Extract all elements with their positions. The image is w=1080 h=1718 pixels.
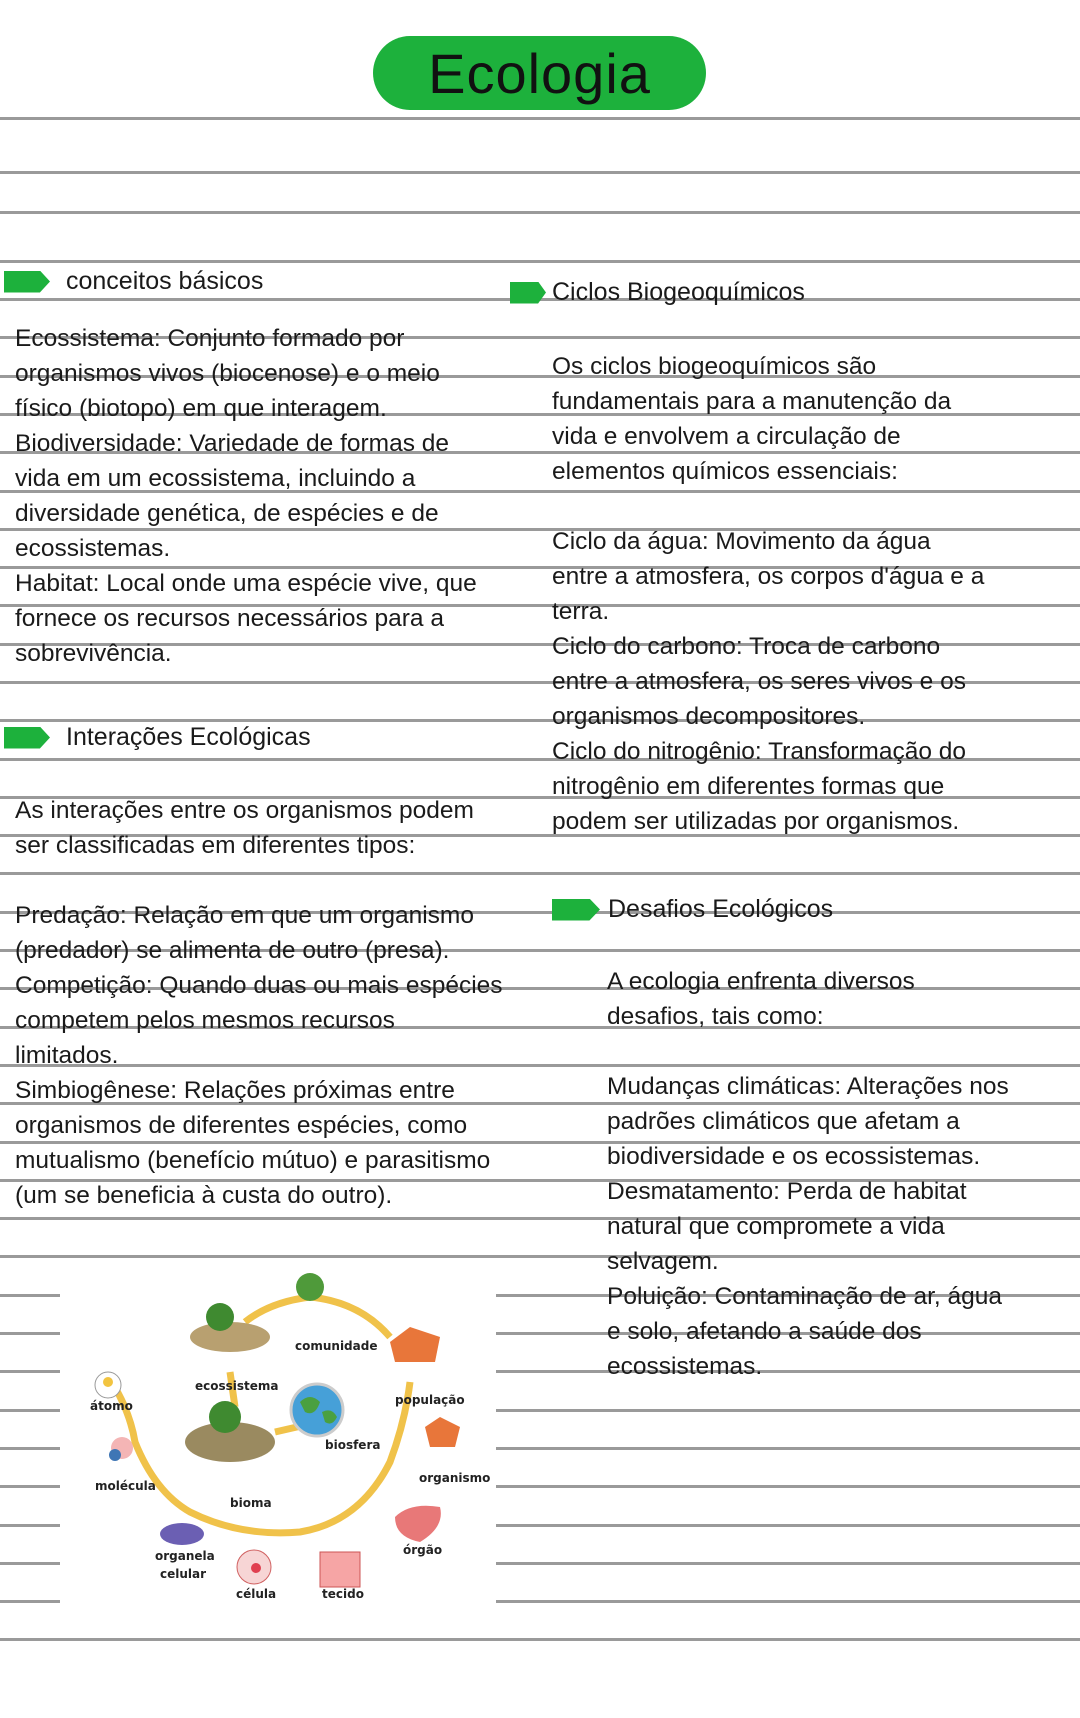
cell-nucleus-icon <box>251 1563 261 1573</box>
organelle-icon <box>160 1523 204 1545</box>
heading-text: Ciclos Biogeoquímicos <box>552 278 805 306</box>
text-line: Desmatamento: Perda de habitat <box>607 1178 967 1205</box>
text-line: ecossistemas. <box>607 1353 763 1380</box>
label-organismo: organismo <box>419 1471 491 1485</box>
arrow-path-upper <box>245 1297 390 1337</box>
text-line: ser classificadas em diferentes tipos: <box>15 832 416 859</box>
earth-icon <box>291 1384 343 1436</box>
arrow-tag-icon <box>4 271 50 293</box>
label-organela: organela <box>155 1549 215 1563</box>
text-line: limitados. <box>15 1042 119 1069</box>
label-bioma: bioma <box>230 1496 272 1510</box>
label-comunidade: comunidade <box>295 1339 378 1353</box>
text-line: natural que compromete a vida <box>607 1213 945 1240</box>
text-line: (predador) se alimenta de outro (presa). <box>15 937 450 964</box>
community-tree-icon <box>296 1273 324 1301</box>
ciclos-intro <box>552 349 951 489</box>
text-line: e solo, afetando a saúde dos <box>607 1318 922 1345</box>
ruled-line <box>0 260 1080 263</box>
text-line: organismos vivos (biocenose) e o meio <box>15 360 440 387</box>
ciclos-text <box>552 524 984 839</box>
heading-interacoes <box>4 723 311 752</box>
text-line: vida e envolvem a circulação de <box>552 423 901 450</box>
text-line: Competição: Quando duas ou mais espécies <box>15 972 503 999</box>
heading-text: Desafios Ecológicos <box>608 895 834 923</box>
text-line: sobrevivência. <box>15 640 172 667</box>
text-line: entre a atmosfera, os seres vivos e os <box>552 668 966 695</box>
title-badge <box>373 36 706 110</box>
interacoes-text <box>15 898 503 1213</box>
label-tecido: tecido <box>322 1587 364 1601</box>
text-line: Simbiogênese: Relações próximas entre <box>15 1077 455 1104</box>
text-line: Poluição: Contaminação de ar, água <box>607 1283 1002 1310</box>
interacoes-intro <box>15 793 474 863</box>
text-line: (um se beneficia à custa do outro). <box>15 1182 393 1209</box>
text-line: mutualismo (benefício mútuo) e parasitismo <box>15 1147 491 1174</box>
text-line: Habitat: Local onde uma espécie vive, que <box>15 570 477 597</box>
text-line: competem pelos mesmos recursos <box>15 1007 395 1034</box>
text-line: físico (biotopo) em que interagem. <box>15 395 387 422</box>
text-line: selvagem. <box>607 1248 719 1275</box>
text-line: entre a atmosfera, os corpos d'água e a <box>552 563 985 590</box>
ruled-line <box>0 211 1080 214</box>
text-line: padrões climáticos que afetam a <box>607 1108 960 1135</box>
tissue-icon <box>320 1552 360 1587</box>
biome-tree-icon <box>209 1401 241 1433</box>
text-line: Ciclo do carbono: Troca de carbono <box>552 633 941 660</box>
label-molecula: molécula <box>95 1479 156 1493</box>
label-orgao: órgão <box>403 1543 443 1557</box>
text-line: As interações entre os organismos podem <box>15 797 474 824</box>
label-atomo: átomo <box>90 1399 133 1413</box>
ruled-line <box>0 872 1080 875</box>
label-populacao: população <box>395 1393 465 1407</box>
ecology-levels-diagram <box>60 1262 496 1612</box>
text-line: ecossistemas. <box>15 535 171 562</box>
text-line: nitrogênio em diferentes formas que <box>552 773 945 800</box>
label-biosfera: biosfera <box>325 1438 381 1452</box>
text-line: elementos químicos essenciais: <box>552 458 898 485</box>
text-line: organismos de diferentes espécies, como <box>15 1112 468 1139</box>
label-celular: celular <box>160 1567 207 1581</box>
text-line: Mudanças climáticas: Alterações nos <box>607 1073 1009 1100</box>
text-line: Ecossistema: Conjunto formado por <box>15 325 405 352</box>
text-line: terra. <box>552 598 610 625</box>
ecosystem-tree-icon <box>206 1303 234 1331</box>
label-celula: célula <box>236 1587 277 1601</box>
heading-text: conceitos básicos <box>66 267 264 295</box>
text-line: vida em um ecossistema, incluindo a <box>15 465 416 492</box>
text-line: A ecologia enfrenta diversos <box>607 968 915 995</box>
text-line: organismos decompositores. <box>552 703 866 730</box>
text-line: biodiversidade e os ecossistemas. <box>607 1143 981 1170</box>
arrow-tag-icon <box>510 282 546 304</box>
atom-nucleus-icon <box>103 1377 113 1387</box>
arrow-tag-icon <box>4 727 50 749</box>
conceitos-text <box>15 321 477 671</box>
organ-icon <box>395 1506 441 1542</box>
text-line: Ciclo da água: Movimento da água <box>552 528 931 555</box>
text-line: desafios, tais como: <box>607 1003 824 1030</box>
molecule-atom-icon <box>109 1449 121 1461</box>
ruled-line <box>0 117 1080 120</box>
arrow-tag-icon <box>552 899 600 921</box>
text-line: podem ser utilizadas por organismos. <box>552 808 960 835</box>
organism-fox-icon <box>425 1417 460 1447</box>
heading-desafios <box>552 895 833 924</box>
text-line: Predação: Relação em que um organismo <box>15 902 474 929</box>
heading-conceitos <box>4 267 263 296</box>
desafios-intro <box>607 964 915 1034</box>
ruled-line <box>0 1638 1080 1641</box>
text-line: fornece os recursos necessários para a <box>15 605 444 632</box>
text-line: fundamentais para a manutenção da <box>552 388 952 415</box>
desafios-text <box>607 1069 1009 1384</box>
text-line: Ciclo do nitrogênio: Transformação do <box>552 738 966 765</box>
arrow-path-lower <box>112 1382 410 1533</box>
population-foxes-icon <box>390 1327 440 1362</box>
text-line: diversidade genética, de espécies e de <box>15 500 439 527</box>
heading-text: Interações Ecológicas <box>66 723 311 751</box>
page-title: Ecologia <box>428 41 651 105</box>
label-ecossistema: ecossistema <box>195 1379 279 1393</box>
heading-ciclos <box>510 278 805 307</box>
text-line: Os ciclos biogeoquímicos são <box>552 353 877 380</box>
text-line: Biodiversidade: Variedade de formas de <box>15 430 450 457</box>
ruled-line <box>0 171 1080 174</box>
